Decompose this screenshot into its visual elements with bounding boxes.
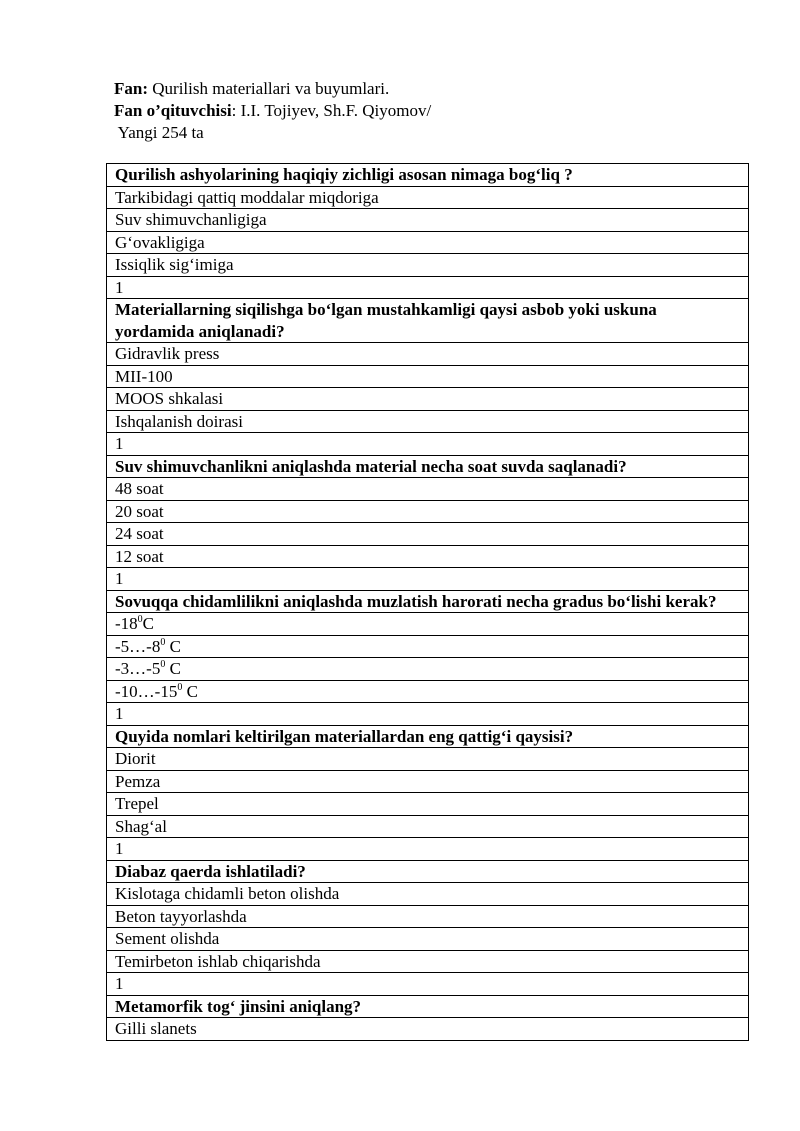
option-unit: C: [182, 681, 198, 701]
option-text: [107, 658, 749, 681]
option-text: Tarkibidagi qattiq moddalar miqdoriga: [107, 186, 749, 209]
option-row: [107, 410, 749, 433]
option-text: Trepel: [107, 793, 749, 816]
option-text: Shag‘al: [107, 815, 749, 838]
option-unit: C: [165, 636, 181, 656]
option-text: Gilli slanets: [107, 1018, 749, 1041]
option-row: [107, 950, 749, 973]
degree-superscript: 0: [160, 659, 166, 670]
question-row: [107, 725, 749, 748]
answer-row: [107, 568, 749, 591]
question-text: Diabaz qaerda ishlatiladi?: [107, 860, 749, 883]
option-unit: C: [142, 614, 155, 633]
question-count: Yangi 254 ta: [114, 123, 204, 142]
question-text: Suv shimuvchanlikni aniqlashda material necha soat suvda saqlanadi?: [107, 455, 749, 478]
question-row: [107, 299, 749, 343]
question-text: Materiallarning siqilishga bo‘lgan mustahkamligi qaysi asbob yoki uskuna yordamida aniqlanadi?: [107, 299, 749, 343]
option-value: -10…-15: [115, 681, 178, 701]
question-row: [107, 995, 749, 1018]
answer-key: 1: [107, 433, 749, 456]
option-row: [107, 613, 749, 636]
option-row: [107, 883, 749, 906]
teachers-line: [114, 100, 431, 122]
option-unit: C: [165, 659, 181, 678]
option-row: [107, 793, 749, 816]
option-text: MII-100: [107, 365, 749, 388]
question-row: [107, 455, 749, 478]
option-row: [107, 186, 749, 209]
option-text: Beton tayyorlashda: [107, 905, 749, 928]
option-value: -3…-5: [115, 659, 161, 678]
answer-key: 1: [107, 703, 749, 726]
teachers-label: Fan o’qituvchisi: [114, 101, 232, 120]
degree-superscript: 0: [137, 614, 143, 625]
question-text: Sovuqqa chidamlilikni aniqlashda muzlatish harorati necha gradus bo‘lishi kerak?: [107, 590, 749, 613]
option-text: Ishqalanish doirasi: [107, 410, 749, 433]
option-text: Gidravlik press: [107, 343, 749, 366]
subject-label: Fan:: [114, 79, 148, 98]
option-row: [107, 545, 749, 568]
option-row: [107, 770, 749, 793]
option-text: Diorit: [107, 748, 749, 771]
option-text: 24 soat: [107, 523, 749, 546]
option-text: [107, 635, 749, 658]
option-row: [107, 748, 749, 771]
answer-key: 1: [107, 568, 749, 591]
option-text: Sement olishda: [107, 928, 749, 951]
answer-row: [107, 433, 749, 456]
option-row: [107, 365, 749, 388]
quiz-table-body: [107, 164, 749, 1041]
document-header: [114, 78, 431, 144]
question-row: [107, 860, 749, 883]
option-value: -18: [115, 614, 138, 633]
option-row: [107, 478, 749, 501]
question-text: Metamorfik tog‘ jinsini aniqlang?: [107, 995, 749, 1018]
option-row: [107, 658, 749, 681]
answer-row: [107, 973, 749, 996]
option-text: 48 soat: [107, 478, 749, 501]
answer-row: [107, 703, 749, 726]
question-row: [107, 590, 749, 613]
option-row: [107, 254, 749, 277]
option-row: [107, 680, 749, 703]
teachers-value: : I.I. Tojiyev, Sh.F. Qiyomov/: [231, 101, 432, 120]
option-text: MOOS shkalasi: [107, 388, 749, 411]
option-row: [107, 343, 749, 366]
option-text: [107, 680, 749, 703]
option-row: [107, 523, 749, 546]
degree-superscript: 0: [177, 681, 183, 693]
answer-key: 1: [107, 973, 749, 996]
option-text: Pemza: [107, 770, 749, 793]
answer-row: [107, 276, 749, 299]
answer-row: [107, 838, 749, 861]
option-row: [107, 231, 749, 254]
degree-superscript: 0: [160, 636, 166, 648]
option-row: [107, 635, 749, 658]
option-row: [107, 815, 749, 838]
option-text: [107, 613, 749, 636]
option-text: Temirbeton ishlab chiqarishda: [107, 950, 749, 973]
question-row: [107, 164, 749, 187]
option-row: [107, 905, 749, 928]
option-text: G‘ovakligiga: [107, 231, 749, 254]
option-row: [107, 1018, 749, 1041]
answer-key: 1: [107, 838, 749, 861]
answer-key: 1: [107, 276, 749, 299]
quiz-table: [106, 163, 749, 1041]
option-value: -5…-8: [115, 636, 161, 656]
option-row: [107, 928, 749, 951]
option-text: Suv shimuvchanligiga: [107, 209, 749, 232]
question-text: Qurilish ashyolarining haqiqiy zichligi asosan nimaga bog‘liq ?: [107, 164, 749, 187]
option-text: Kislotaga chidamli beton olishda: [107, 883, 749, 906]
option-row: [107, 388, 749, 411]
subject-value: Qurilish materiallari va buyumlari.: [148, 79, 390, 98]
question-text: Quyida nomlari keltirilgan materiallardan eng qattig‘i qaysisi?: [107, 725, 749, 748]
option-row: [107, 209, 749, 232]
option-row: [107, 500, 749, 523]
option-text: 12 soat: [107, 545, 749, 568]
subject-line: [114, 78, 431, 100]
option-text: 20 soat: [107, 500, 749, 523]
option-text: Issiqlik sig‘imiga: [107, 254, 749, 277]
